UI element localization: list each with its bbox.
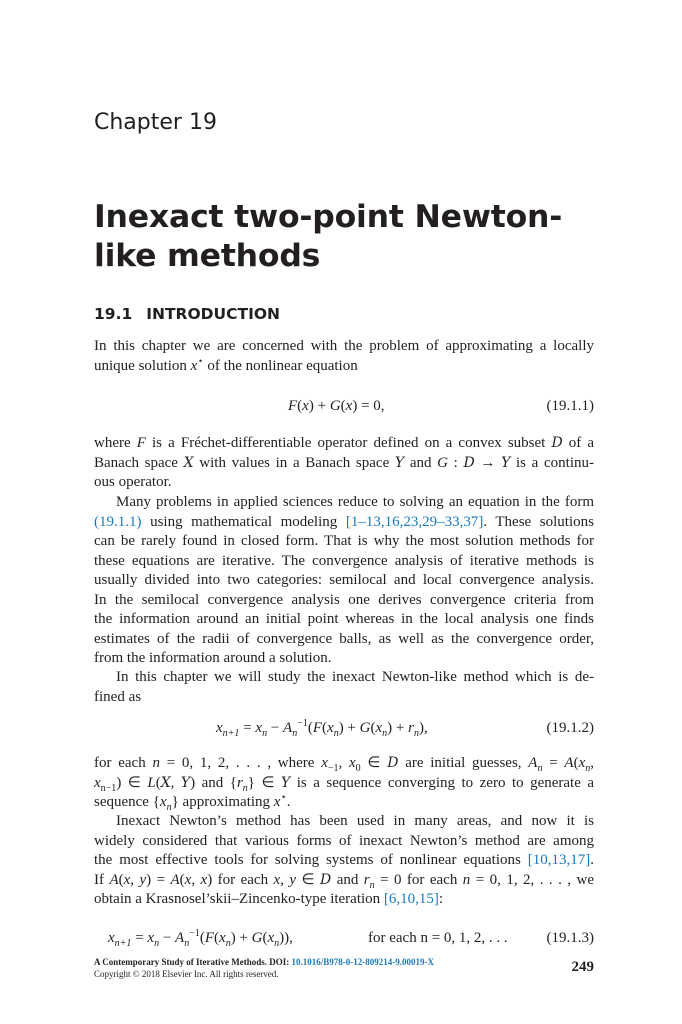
- citation-link[interactable]: [6,10,15]: [383, 891, 439, 907]
- problems-paragraph: Many problems in applied sciences reduce to solving an equation in the form (19.1.1) using mathematical modeling [1–13,16,23,29–33,37]. These solutions can be rarely found in closed form. That is why the most solution methods for these equations are iterative. The convergence analysis of iterative methods is usually divided into two categories: semilocal and local convergence analysis. In the semilocal convergence analysis one derives convergence criteria from the information around an initial point whereas in the local analysis one finds estimates of the radii of convergence balls, as well as the convergence order, from the information around a solution.: [94, 494, 594, 666]
- intro-paragraph: In this chapter we are concerned with the problem of approximating a locally unique solution x⋆ of the nonlinear equation: [94, 338, 594, 374]
- section-heading: [94, 305, 280, 323]
- book-title: A Contemporary Study of Iterative Methods.: [94, 957, 267, 967]
- equation-19-1-1: F(x) + G(x) = 0, (19.1.1): [288, 398, 594, 414]
- doi-link[interactable]: 10.1016/B978-0-12-809214-9.00019-X: [291, 957, 434, 967]
- equation-number: (19.1.3): [546, 930, 594, 946]
- iteration-paragraph: for each n = 0, 1, 2, . . . , where $x_{-1}$, $x_0$ ∈ D are initial guesses, $A_n = A(x_n$, $x_{n-1}$) ∈ L(X, Y) and $\{r_n\}$ ∈ Y is a sequence converging to zero to generate a sequence $\{x_n\}$ approximating x⋆.: [94, 755, 595, 813]
- equation-19-1-3: $x_{n+1} = x_n - A_n^{-1}(F(x_n) + G(x_n))$, for each n = 0, 1, 2, . . . (19.1.3): [108, 928, 594, 949]
- equation-condition: for each n = 0, 1, 2, . . .: [368, 930, 508, 946]
- section-number: 19.1: [94, 305, 133, 323]
- chapter-title: Inexact two-point Newton-like methods: [94, 199, 563, 274]
- copyright: Copyright © 2018 Elsevier Inc. All rights reserved.: [94, 969, 279, 979]
- doi-label: DOI:: [269, 957, 290, 967]
- citation-link[interactable]: [10,13,17]: [527, 852, 591, 868]
- section-title: INTRODUCTION: [146, 305, 280, 323]
- definition-paragraph: where F is a Fréchet-differentiable operator defined on a convex subset D of a Banach space X with values in a Banach space Y and G : D → Y is a continu- ous operator.: [94, 435, 595, 490]
- chapter-label: Chapter 19: [94, 110, 217, 135]
- page-number: 249: [571, 959, 594, 975]
- inexact-newton-paragraph: Inexact Newton’s method has been used in many areas, and now it is widely considered that various forms of inexact Newton’s method are among the most effective tools for solving systems of nonlinear equations [10,13,17]. If A(x, y) = A(x, x) for each x, y ∈ D and $r_n = 0$ for each n = 0, 1, 2, . . . , we obtain a Krasnosel’skii–Zincenko-type iteration [6,10,15]:: [94, 813, 594, 907]
- equation-number: (19.1.1): [546, 398, 594, 414]
- method-paragraph: In this chapter we will study the inexact Newton-like method which is de- fined as: [94, 669, 594, 705]
- footer-info: [94, 956, 434, 980]
- equation-19-1-2: $x_{n+1} = x_n - A_n^{-1}(F(x_n) + G(x_n) + r_n)$, (19.1.2): [216, 718, 594, 739]
- equation-number: (19.1.2): [546, 720, 594, 736]
- citation-link[interactable]: (19.1.1): [94, 513, 142, 530]
- citation-link[interactable]: [1–13,16,23,29–33,37]: [345, 513, 484, 530]
